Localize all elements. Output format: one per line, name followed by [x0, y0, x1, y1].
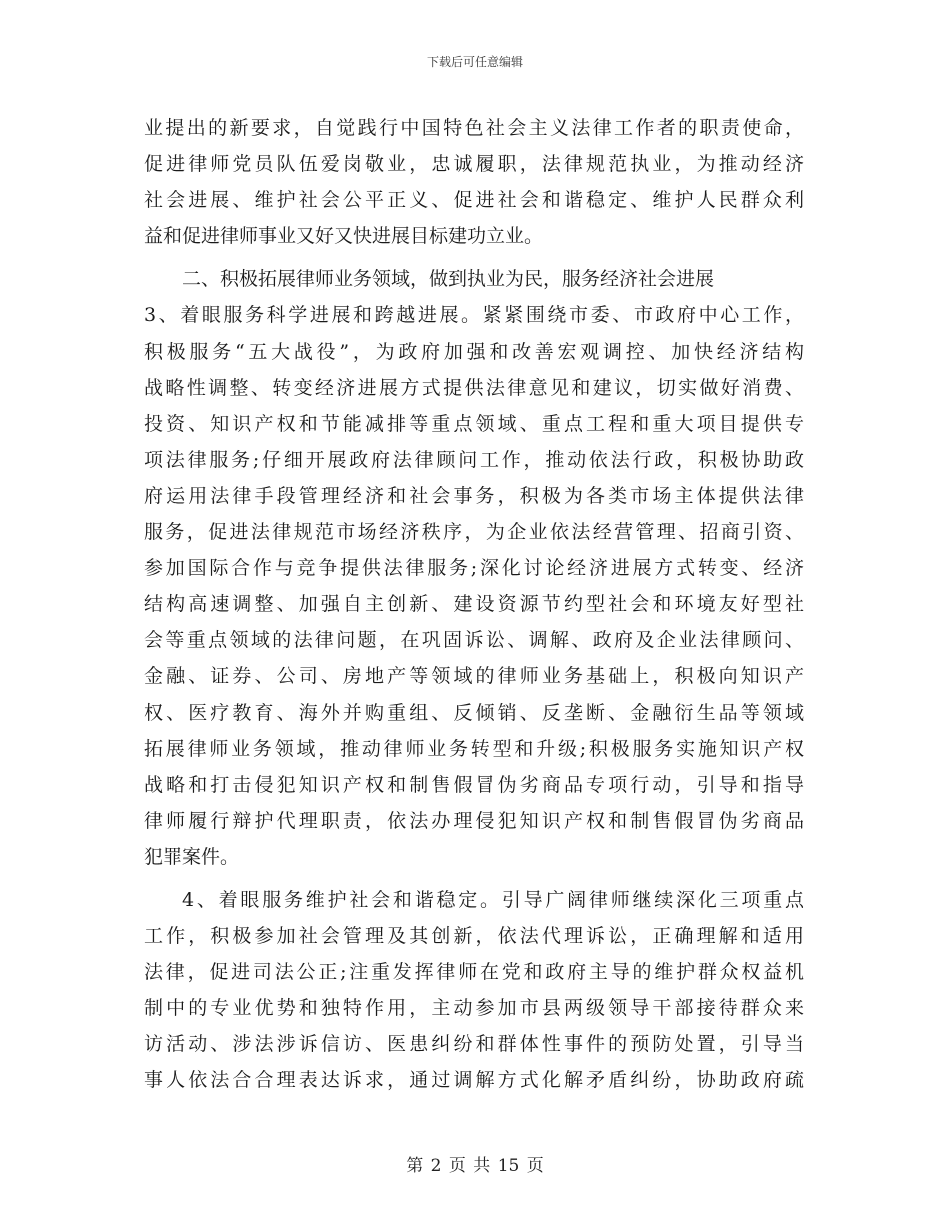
paragraph-line: 工作，积极参加社会管理及其创新，依法代理诉讼，正确理解和适用	[144, 925, 804, 948]
paragraph-line: 金融、证券、公司、房地产等领域的律师业务基础上，积极向知识产	[144, 665, 804, 688]
paragraph-line: 会等重点领域的法律问题，在巩固诉讼、调解、政府及企业法律顾问、	[144, 629, 804, 652]
paragraph-line: 法律，促进司法公正;注重发挥律师在党和政府主导的维护群众权益机	[144, 961, 804, 984]
document-body	[144, 110, 804, 1099]
paragraph-line: 权、医疗教育、海外并购重组、反倾销、反垄断、金融衍生品等领域	[144, 701, 804, 724]
paragraph-line: 项法律服务;仔细开展政府法律顾问工作，推动依法行政，积极协助政	[144, 448, 804, 471]
paragraph-line: 府运用法律手段管理经济和社会事务，积极为各类市场主体提供法律	[144, 484, 804, 507]
paragraph-line: 投资、知识产权和节能减排等重点领域、重点工程和重大项目提供专	[144, 412, 804, 435]
paragraph-line: 战略性调整、转变经济进展方式提供法律意见和建议，切实做好消费、	[144, 376, 804, 399]
paragraph-line: 积极服务“五大战役”，为政府加强和改善宏观调控、加快经济结构	[144, 340, 804, 363]
paragraph-line: 制中的专业优势和独特作用，主动参加市县两级领导干部接待群众来	[144, 997, 804, 1020]
paragraph-line: 4、着眼服务维护社会和谐稳定。引导广阔律师继续深化三项重点	[182, 888, 804, 911]
page-number: 第 2 页 共 15 页	[406, 1156, 544, 1176]
paragraph-line: 战略和打击侵犯知识产权和制售假冒伪劣商品专项行动，引导和指导	[144, 773, 804, 796]
paragraph-line: 访活动、涉法涉诉信访、医患纠纷和群体性事件的预防处置，引导当	[144, 1033, 804, 1056]
paragraph-line: 参加国际合作与竞争提供法律服务;深化讨论经济进展方式转变、经济	[144, 557, 804, 580]
paragraph-line: 拓展律师业务领域，推动律师业务转型和升级;积极服务实施知识产权	[144, 737, 804, 760]
paragraph-line: 促进律师党员队伍爱岗敬业，忠诚履职，法律规范执业，为推动经济	[144, 153, 804, 176]
paragraph-line: 结构高速调整、加强自主创新、建设资源节约型社会和环境友好型社	[144, 593, 804, 616]
paragraph-line: 益和促进律师事业又好又快进展目标建功立业。	[144, 225, 544, 248]
paragraph-line: 犯罪案件。	[144, 845, 240, 868]
paragraph-line: 事人依法合合理表达诉求，通过调解方式化解矛盾纠纷，协助政府疏	[144, 1069, 804, 1092]
paragraph-line: 律师履行辩护代理职责，依法办理侵犯知识产权和制售假冒伪劣商品	[144, 809, 804, 832]
paragraph-line: 社会进展、维护社会公平正义、促进社会和谐稳定、维护人民群众利	[144, 189, 804, 212]
paragraph-line: 服务，促进法律规范市场经济秩序，为企业依法经营管理、招商引资、	[144, 521, 804, 544]
paragraph-line: 3、着眼服务科学进展和跨越进展。紧紧围绕市委、市政府中心工作，	[144, 304, 804, 327]
paragraph-line: 业提出的新要求，自觉践行中国特色社会主义法律工作者的职责使命，	[144, 117, 804, 139]
section-heading: 二、积极拓展律师业务领域，做到执业为民，服务经济社会进展	[182, 268, 715, 291]
page-header-note: 下载后可任意编辑	[426, 55, 523, 69]
